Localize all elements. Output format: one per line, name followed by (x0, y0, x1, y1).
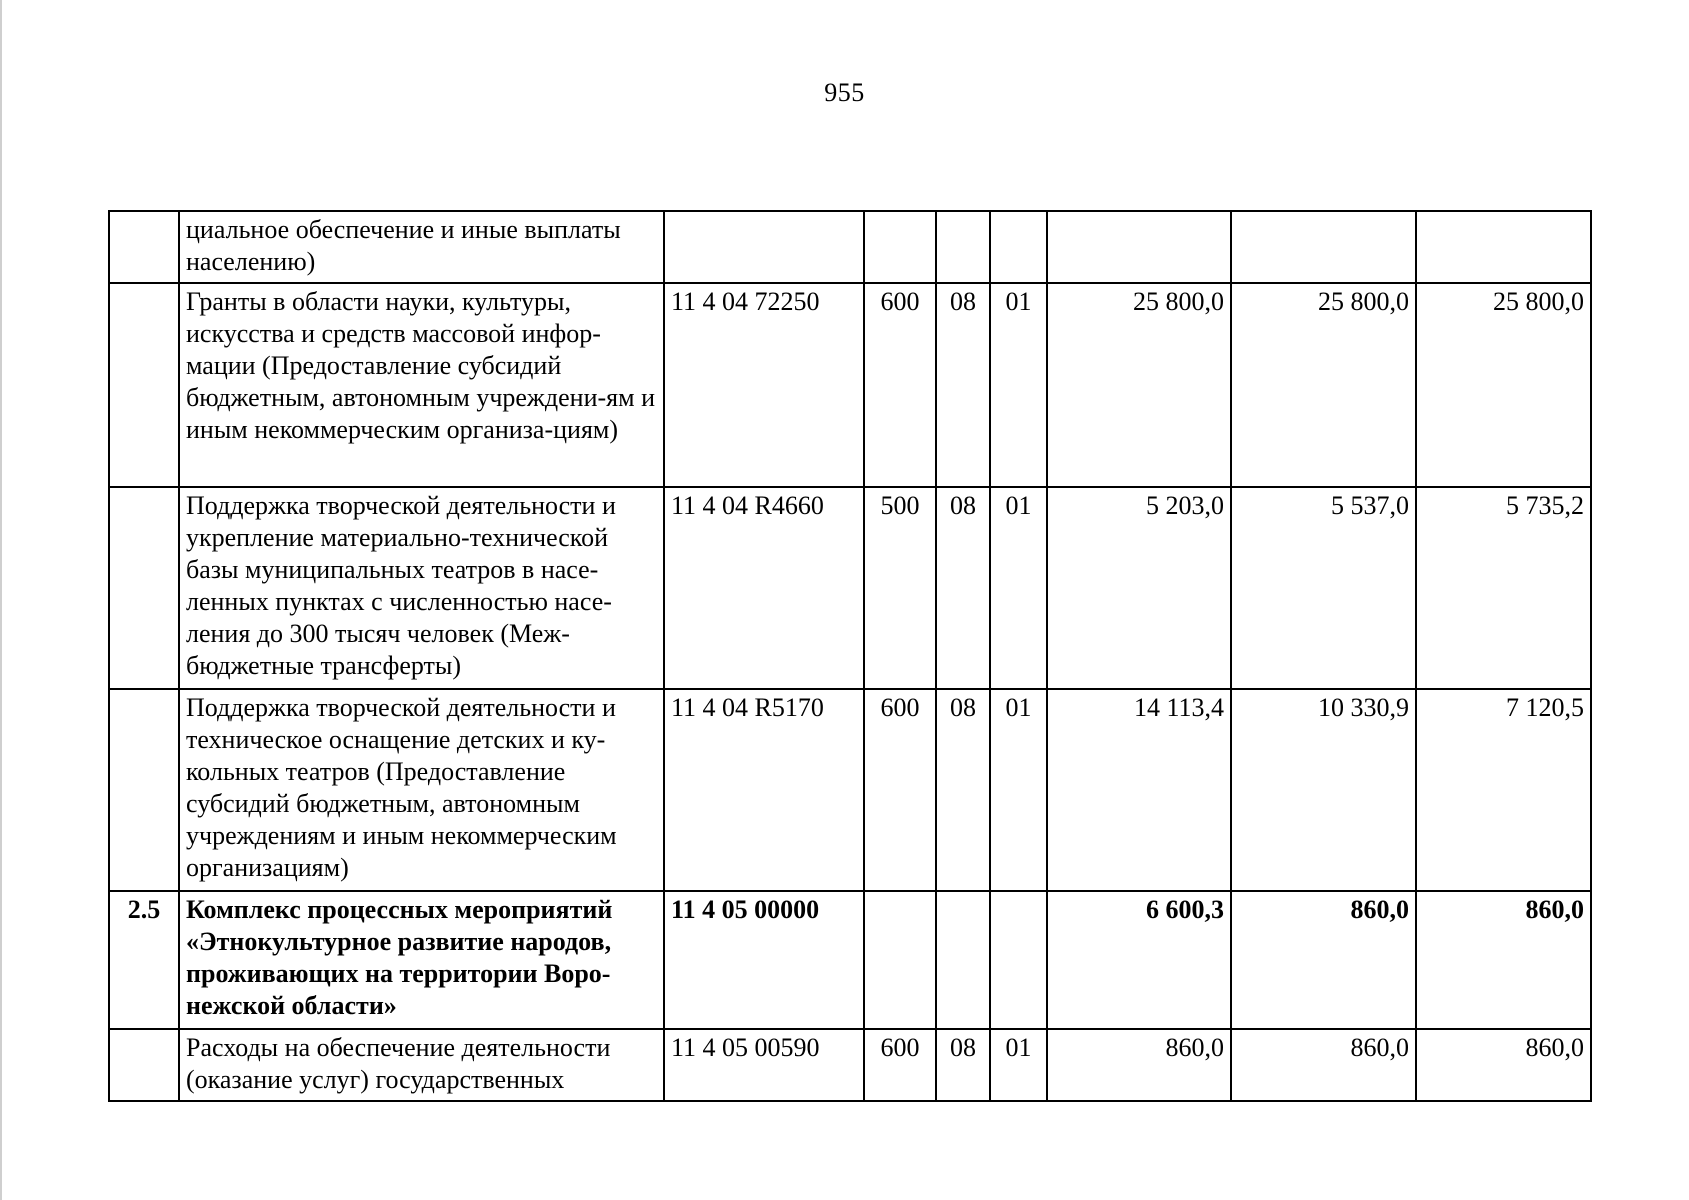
row-amount-year-3: 860,0 (1416, 891, 1591, 1029)
row-amount-year-3: 25 800,0 (1416, 283, 1591, 487)
row-amount-year-3 (1416, 211, 1591, 283)
scan-edge (0, 0, 2, 1200)
row-section: 08 (936, 487, 990, 689)
row-amount-year-2: 860,0 (1231, 891, 1416, 1029)
row-subsection (990, 211, 1047, 283)
row-amount-year-1: 14 113,4 (1047, 689, 1231, 891)
row-amount-year-1: 860,0 (1047, 1029, 1231, 1101)
row-section: 08 (936, 1029, 990, 1101)
row-amount-year-2: 10 330,9 (1231, 689, 1416, 891)
row-name: Поддержка творческой деятельности и техническое оснащение детских и ку-кольных театров (Предоставление субсидий бюджетным, автономным учреждениям и иным некоммерческим организациям) (179, 689, 664, 891)
row-target-code: 11 4 04 72250 (664, 283, 864, 487)
budget-table (108, 210, 1592, 1102)
page-number: 955 (824, 78, 865, 107)
row-amount-year-2: 25 800,0 (1231, 283, 1416, 487)
row-amount-year-1: 25 800,0 (1047, 283, 1231, 487)
row-number: 2.5 (109, 891, 179, 1029)
row-subsection (990, 891, 1047, 1029)
row-amount-year-1: 5 203,0 (1047, 487, 1231, 689)
row-amount-year-2: 5 537,0 (1231, 487, 1416, 689)
row-expense-type (864, 891, 936, 1029)
row-subsection: 01 (990, 1029, 1047, 1101)
row-expense-type: 600 (864, 1029, 936, 1101)
row-amount-year-3: 860,0 (1416, 1029, 1591, 1101)
table-row-section (109, 891, 1591, 1029)
table-row (109, 1029, 1591, 1101)
row-amount-year-1 (1047, 211, 1231, 283)
row-section: 08 (936, 283, 990, 487)
row-target-code: 11 4 05 00000 (664, 891, 864, 1029)
row-subsection: 01 (990, 689, 1047, 891)
table-row (109, 689, 1591, 891)
row-target-code: 11 4 04 R4660 (664, 487, 864, 689)
row-name: циальное обеспечение и иные выплаты населению) (179, 211, 664, 283)
row-amount-year-1: 6 600,3 (1047, 891, 1231, 1029)
row-expense-type (864, 211, 936, 283)
row-name: Комплекс процессных мероприятий «Этнокультурное развитие народов, проживающих на территории Воро-нежской области» (179, 891, 664, 1029)
row-number (109, 1029, 179, 1101)
row-name: Поддержка творческой деятельности и укрепление материально-технической базы муниципальных театров в насе-ленных пунктах с численностью насе-ления до 300 тысяч человек (Меж-бюджетные трансферты) (179, 487, 664, 689)
row-section (936, 891, 990, 1029)
row-name: Гранты в области науки, культуры, искусства и средств массовой инфор-мации (Предоставление субсидий бюджетным, автономным учреждени-ям и иным некоммерческим организа-циям) (179, 283, 664, 487)
row-amount-year-3: 7 120,5 (1416, 689, 1591, 891)
row-number (109, 211, 179, 283)
row-expense-type: 600 (864, 689, 936, 891)
row-section: 08 (936, 689, 990, 891)
row-number (109, 689, 179, 891)
table-body (109, 211, 1591, 1101)
table-row (109, 211, 1591, 283)
row-amount-year-3: 5 735,2 (1416, 487, 1591, 689)
row-section (936, 211, 990, 283)
row-amount-year-2 (1231, 211, 1416, 283)
row-target-code: 11 4 05 00590 (664, 1029, 864, 1101)
table-row (109, 283, 1591, 487)
row-expense-type: 500 (864, 487, 936, 689)
row-name: Расходы на обеспечение деятельности (оказание услуг) государственных (179, 1029, 664, 1101)
row-amount-year-2: 860,0 (1231, 1029, 1416, 1101)
row-target-code (664, 211, 864, 283)
row-target-code: 11 4 04 R5170 (664, 689, 864, 891)
row-subsection: 01 (990, 487, 1047, 689)
row-subsection: 01 (990, 283, 1047, 487)
row-number (109, 487, 179, 689)
table-row (109, 487, 1591, 689)
row-number (109, 283, 179, 487)
row-expense-type: 600 (864, 283, 936, 487)
